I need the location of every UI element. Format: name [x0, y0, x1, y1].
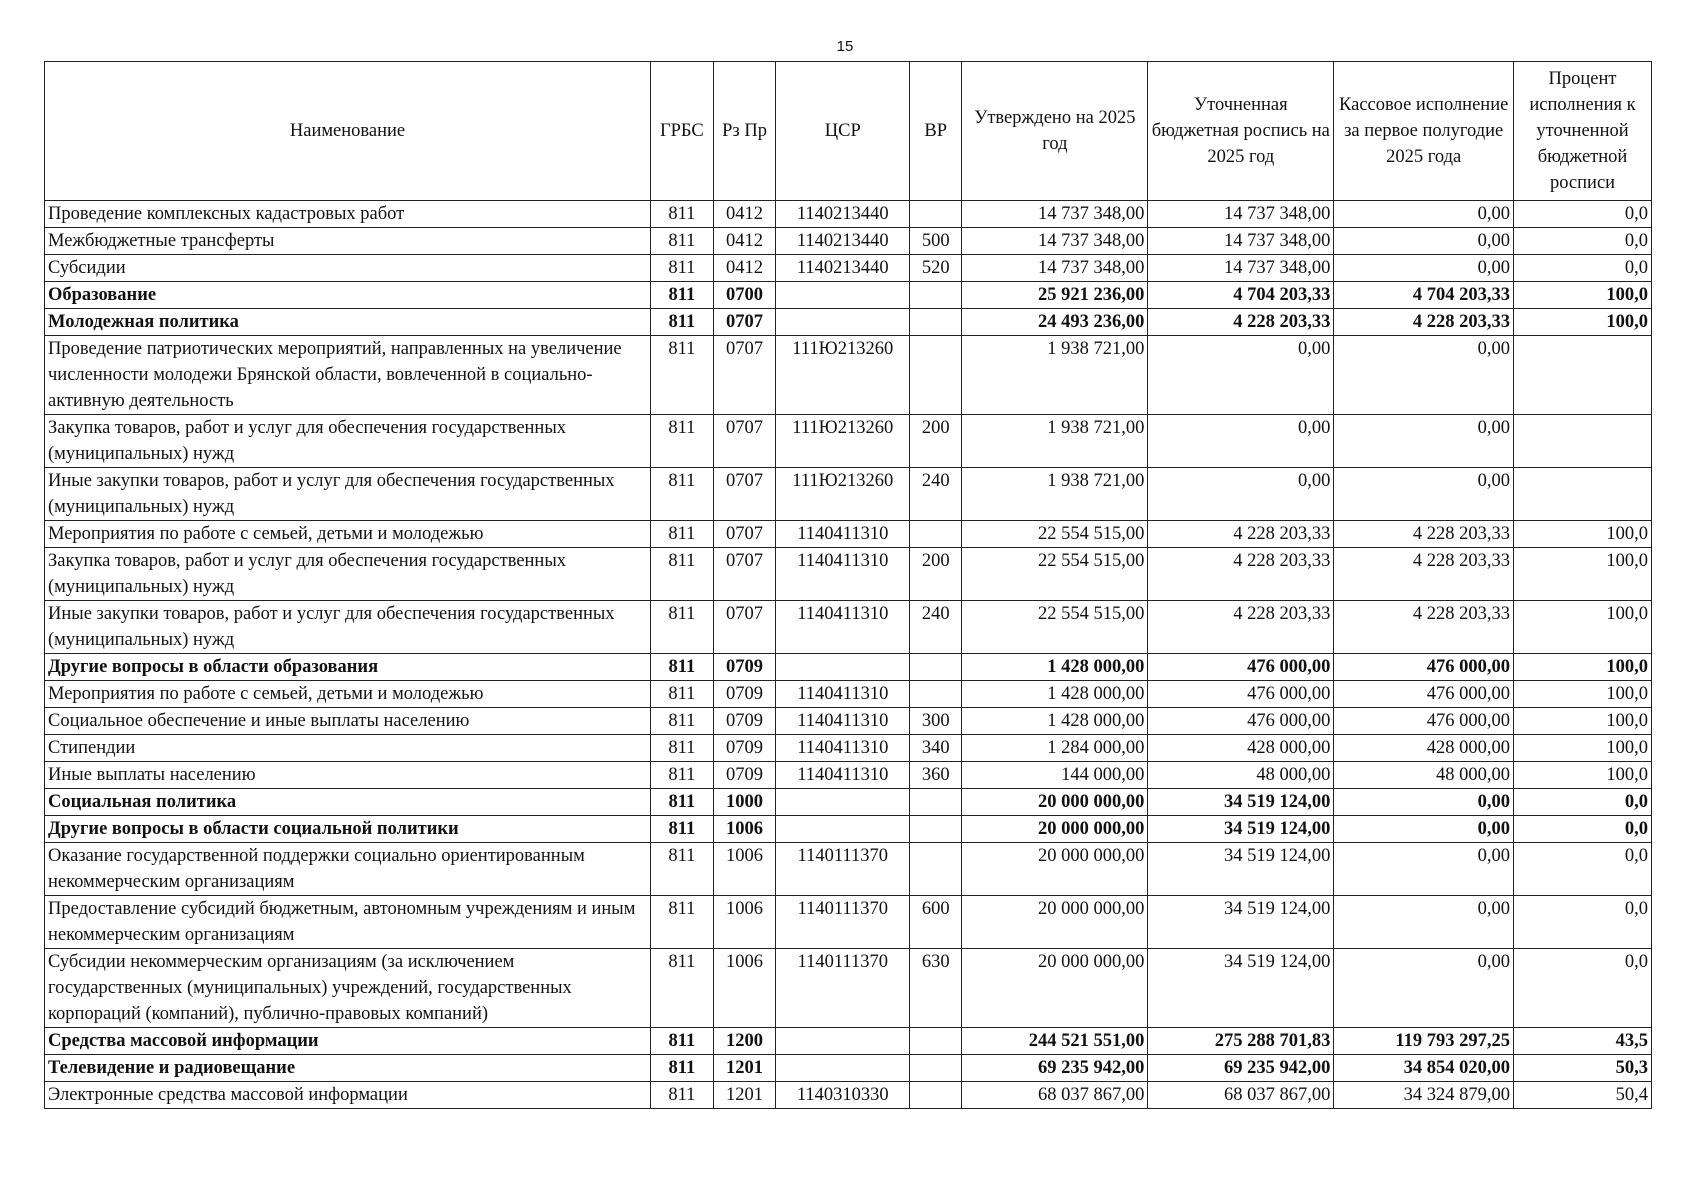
cell-refined: 14 737 348,00	[1148, 255, 1334, 282]
cell-csr: 1140411310	[776, 601, 910, 654]
cell-cash: 4 228 203,33	[1334, 548, 1514, 601]
cell-percent: 100,0	[1514, 681, 1652, 708]
cell-grbs: 811	[651, 789, 714, 816]
cell-name: Субсидии	[45, 255, 651, 282]
cell-rzpr: 0707	[713, 548, 776, 601]
table-row	[45, 735, 1652, 762]
cell-approved: 25 921 236,00	[962, 282, 1148, 309]
cell-approved: 20 000 000,00	[962, 843, 1148, 896]
cell-grbs: 811	[651, 949, 714, 1028]
cell-approved: 144 000,00	[962, 762, 1148, 789]
page-number: 15	[836, 38, 854, 55]
cell-refined: 476 000,00	[1148, 708, 1334, 735]
cell-cash: 4 228 203,33	[1334, 309, 1514, 336]
cell-grbs: 811	[651, 843, 714, 896]
cell-vr: 630	[910, 949, 962, 1028]
cell-rzpr: 1006	[713, 816, 776, 843]
cell-cash: 0,00	[1334, 468, 1514, 521]
cell-percent: 50,3	[1514, 1055, 1652, 1082]
cell-name: Средства массовой информации	[45, 1028, 651, 1055]
cell-csr	[776, 1055, 910, 1082]
header-refined: Уточненная бюджетная роспись на 2025 год	[1148, 62, 1334, 201]
header-vr: ВР	[910, 62, 962, 201]
table-row	[45, 1055, 1652, 1082]
cell-percent	[1514, 468, 1652, 521]
table-row	[45, 1082, 1652, 1109]
cell-refined: 428 000,00	[1148, 735, 1334, 762]
cell-csr: 111Ю213260	[776, 415, 910, 468]
cell-grbs: 811	[651, 548, 714, 601]
cell-csr: 1140213440	[776, 228, 910, 255]
cell-grbs: 811	[651, 762, 714, 789]
cell-rzpr: 0412	[713, 201, 776, 228]
cell-approved: 1 938 721,00	[962, 336, 1148, 415]
table-row	[45, 789, 1652, 816]
cell-percent	[1514, 336, 1652, 415]
header-csr: ЦСР	[776, 62, 910, 201]
cell-cash: 476 000,00	[1334, 654, 1514, 681]
cell-vr	[910, 1082, 962, 1109]
cell-approved: 68 037 867,00	[962, 1082, 1148, 1109]
cell-approved: 1 938 721,00	[962, 415, 1148, 468]
cell-percent: 0,0	[1514, 816, 1652, 843]
cell-vr	[910, 1028, 962, 1055]
cell-cash: 0,00	[1334, 789, 1514, 816]
cell-refined: 0,00	[1148, 336, 1334, 415]
cell-vr: 200	[910, 548, 962, 601]
cell-vr: 500	[910, 228, 962, 255]
cell-approved: 22 554 515,00	[962, 521, 1148, 548]
cell-csr: 1140111370	[776, 896, 910, 949]
cell-csr	[776, 654, 910, 681]
cell-grbs: 811	[651, 415, 714, 468]
cell-percent: 43,5	[1514, 1028, 1652, 1055]
cell-cash: 428 000,00	[1334, 735, 1514, 762]
header-rzpr: Рз Пр	[713, 62, 776, 201]
cell-vr	[910, 309, 962, 336]
cell-cash: 0,00	[1334, 816, 1514, 843]
cell-refined: 68 037 867,00	[1148, 1082, 1334, 1109]
cell-refined: 14 737 348,00	[1148, 201, 1334, 228]
cell-vr: 600	[910, 896, 962, 949]
table-body	[45, 201, 1652, 1109]
cell-refined: 34 519 124,00	[1148, 949, 1334, 1028]
cell-rzpr: 0707	[713, 336, 776, 415]
cell-refined: 0,00	[1148, 415, 1334, 468]
cell-percent	[1514, 415, 1652, 468]
table-row	[45, 1028, 1652, 1055]
cell-refined: 4 228 203,33	[1148, 521, 1334, 548]
cell-grbs: 811	[651, 336, 714, 415]
cell-percent: 0,0	[1514, 896, 1652, 949]
cell-grbs: 811	[651, 255, 714, 282]
cell-csr: 1140411310	[776, 735, 910, 762]
cell-rzpr: 1000	[713, 789, 776, 816]
table-row	[45, 336, 1652, 415]
cell-name: Иные выплаты населению	[45, 762, 651, 789]
cell-cash: 0,00	[1334, 415, 1514, 468]
cell-refined: 69 235 942,00	[1148, 1055, 1334, 1082]
table-row	[45, 415, 1652, 468]
cell-grbs: 811	[651, 201, 714, 228]
cell-rzpr: 0412	[713, 228, 776, 255]
cell-refined: 14 737 348,00	[1148, 228, 1334, 255]
cell-name: Другие вопросы в области образования	[45, 654, 651, 681]
cell-rzpr: 0700	[713, 282, 776, 309]
cell-percent: 100,0	[1514, 762, 1652, 789]
cell-percent: 100,0	[1514, 654, 1652, 681]
cell-name: Молодежная политика	[45, 309, 651, 336]
cell-cash: 34 854 020,00	[1334, 1055, 1514, 1082]
cell-rzpr: 1201	[713, 1055, 776, 1082]
cell-refined: 34 519 124,00	[1148, 843, 1334, 896]
cell-name: Иные закупки товаров, работ и услуг для обеспечения государственных (муниципальных) нужд	[45, 601, 651, 654]
cell-cash: 34 324 879,00	[1334, 1082, 1514, 1109]
cell-vr	[910, 336, 962, 415]
header-cash: Кассовое исполнение за первое полугодие 2025 года	[1334, 62, 1514, 201]
cell-grbs: 811	[651, 896, 714, 949]
cell-approved: 1 428 000,00	[962, 654, 1148, 681]
cell-refined: 34 519 124,00	[1148, 896, 1334, 949]
cell-vr	[910, 282, 962, 309]
cell-approved: 14 737 348,00	[962, 228, 1148, 255]
header-grbs: ГРБС	[651, 62, 714, 201]
cell-vr: 240	[910, 601, 962, 654]
cell-percent: 100,0	[1514, 521, 1652, 548]
cell-csr: 1140111370	[776, 843, 910, 896]
cell-rzpr: 0707	[713, 468, 776, 521]
cell-grbs: 811	[651, 468, 714, 521]
cell-percent: 0,0	[1514, 228, 1652, 255]
cell-grbs: 811	[651, 521, 714, 548]
cell-cash: 4 228 203,33	[1334, 601, 1514, 654]
cell-cash: 119 793 297,25	[1334, 1028, 1514, 1055]
cell-vr: 300	[910, 708, 962, 735]
cell-name: Оказание государственной поддержки социально ориентированным некоммерческим организациям	[45, 843, 651, 896]
cell-grbs: 811	[651, 681, 714, 708]
cell-rzpr: 0707	[713, 601, 776, 654]
cell-name: Электронные средства массовой информации	[45, 1082, 651, 1109]
cell-csr: 111Ю213260	[776, 336, 910, 415]
cell-name: Проведение комплексных кадастровых работ	[45, 201, 651, 228]
cell-refined: 4 228 203,33	[1148, 548, 1334, 601]
cell-csr	[776, 282, 910, 309]
cell-name: Социальная политика	[45, 789, 651, 816]
cell-approved: 20 000 000,00	[962, 789, 1148, 816]
table-row	[45, 762, 1652, 789]
header-name: Наименование	[45, 62, 651, 201]
cell-percent: 0,0	[1514, 255, 1652, 282]
table-row	[45, 468, 1652, 521]
cell-percent: 100,0	[1514, 309, 1652, 336]
cell-cash: 0,00	[1334, 228, 1514, 255]
table-row	[45, 201, 1652, 228]
cell-grbs: 811	[651, 654, 714, 681]
cell-vr: 520	[910, 255, 962, 282]
cell-csr: 1140111370	[776, 949, 910, 1028]
header-approved: Утверждено на 2025 год	[962, 62, 1148, 201]
cell-refined: 48 000,00	[1148, 762, 1334, 789]
cell-name: Проведение патриотических мероприятий, направленных на увеличение численности молодежи Брянской области, вовлеченной в социально-активную деятельность	[45, 336, 651, 415]
cell-vr: 360	[910, 762, 962, 789]
cell-rzpr: 0707	[713, 415, 776, 468]
cell-rzpr: 0707	[713, 521, 776, 548]
cell-csr	[776, 309, 910, 336]
cell-vr	[910, 654, 962, 681]
budget-table	[44, 61, 1652, 1109]
table-header	[45, 62, 1652, 201]
cell-name: Другие вопросы в области социальной политики	[45, 816, 651, 843]
cell-approved: 14 737 348,00	[962, 201, 1148, 228]
cell-approved: 20 000 000,00	[962, 949, 1148, 1028]
cell-csr	[776, 789, 910, 816]
cell-cash: 0,00	[1334, 201, 1514, 228]
cell-grbs: 811	[651, 282, 714, 309]
cell-rzpr: 0412	[713, 255, 776, 282]
cell-name: Закупка товаров, работ и услуг для обеспечения государственных (муниципальных) нужд	[45, 548, 651, 601]
cell-csr	[776, 816, 910, 843]
cell-rzpr: 0707	[713, 309, 776, 336]
table-row	[45, 309, 1652, 336]
cell-approved: 1 428 000,00	[962, 708, 1148, 735]
cell-percent: 0,0	[1514, 201, 1652, 228]
cell-rzpr: 0709	[713, 735, 776, 762]
cell-grbs: 811	[651, 1082, 714, 1109]
cell-refined: 0,00	[1148, 468, 1334, 521]
cell-name: Межбюджетные трансферты	[45, 228, 651, 255]
cell-name: Мероприятия по работе с семьей, детьми и молодежью	[45, 681, 651, 708]
table-row	[45, 681, 1652, 708]
cell-percent: 100,0	[1514, 735, 1652, 762]
cell-vr: 340	[910, 735, 962, 762]
table-row	[45, 654, 1652, 681]
table-row	[45, 708, 1652, 735]
cell-grbs: 811	[651, 1028, 714, 1055]
cell-percent: 100,0	[1514, 708, 1652, 735]
cell-vr	[910, 816, 962, 843]
header-percent: Процент исполнения к уточненной бюджетной росписи	[1514, 62, 1652, 201]
cell-vr: 200	[910, 415, 962, 468]
cell-csr	[776, 1028, 910, 1055]
cell-approved: 24 493 236,00	[962, 309, 1148, 336]
cell-rzpr: 0709	[713, 708, 776, 735]
cell-percent: 50,4	[1514, 1082, 1652, 1109]
cell-rzpr: 0709	[713, 681, 776, 708]
cell-cash: 0,00	[1334, 255, 1514, 282]
cell-percent: 0,0	[1514, 949, 1652, 1028]
cell-grbs: 811	[651, 816, 714, 843]
table-row	[45, 601, 1652, 654]
cell-csr: 111Ю213260	[776, 468, 910, 521]
cell-cash: 0,00	[1334, 949, 1514, 1028]
cell-percent: 100,0	[1514, 282, 1652, 309]
cell-vr	[910, 843, 962, 896]
cell-cash: 0,00	[1334, 896, 1514, 949]
cell-refined: 4 228 203,33	[1148, 601, 1334, 654]
cell-grbs: 811	[651, 1055, 714, 1082]
cell-approved: 14 737 348,00	[962, 255, 1148, 282]
cell-percent: 0,0	[1514, 789, 1652, 816]
cell-approved: 22 554 515,00	[962, 548, 1148, 601]
cell-vr	[910, 681, 962, 708]
cell-approved: 20 000 000,00	[962, 896, 1148, 949]
cell-percent: 100,0	[1514, 601, 1652, 654]
cell-name: Образование	[45, 282, 651, 309]
cell-csr: 1140411310	[776, 681, 910, 708]
cell-csr: 1140310330	[776, 1082, 910, 1109]
cell-csr: 1140411310	[776, 548, 910, 601]
cell-vr: 240	[910, 468, 962, 521]
cell-approved: 22 554 515,00	[962, 601, 1148, 654]
cell-cash: 4 704 203,33	[1334, 282, 1514, 309]
table-row	[45, 521, 1652, 548]
cell-approved: 1 938 721,00	[962, 468, 1148, 521]
table-row	[45, 843, 1652, 896]
cell-grbs: 811	[651, 735, 714, 762]
cell-refined: 34 519 124,00	[1148, 816, 1334, 843]
cell-rzpr: 0709	[713, 762, 776, 789]
cell-cash: 48 000,00	[1334, 762, 1514, 789]
cell-cash: 4 228 203,33	[1334, 521, 1514, 548]
cell-percent: 100,0	[1514, 548, 1652, 601]
table-row	[45, 548, 1652, 601]
cell-csr: 1140213440	[776, 201, 910, 228]
cell-refined: 4 704 203,33	[1148, 282, 1334, 309]
cell-refined: 34 519 124,00	[1148, 789, 1334, 816]
table-row	[45, 896, 1652, 949]
cell-cash: 0,00	[1334, 336, 1514, 415]
cell-cash: 476 000,00	[1334, 708, 1514, 735]
cell-vr	[910, 789, 962, 816]
cell-name: Социальное обеспечение и иные выплаты населению	[45, 708, 651, 735]
cell-cash: 0,00	[1334, 843, 1514, 896]
cell-rzpr: 1006	[713, 896, 776, 949]
cell-name: Предоставление субсидий бюджетным, автономным учреждениям и иным некоммерческим организациям	[45, 896, 651, 949]
cell-grbs: 811	[651, 601, 714, 654]
table-row	[45, 949, 1652, 1028]
cell-approved: 20 000 000,00	[962, 816, 1148, 843]
cell-csr: 1140213440	[776, 255, 910, 282]
cell-csr: 1140411310	[776, 762, 910, 789]
table-row	[45, 255, 1652, 282]
cell-name: Субсидии некоммерческим организациям (за исключением государственных (муниципальных) учреждений, государственных корпораций (компаний), публично-правовых компаний)	[45, 949, 651, 1028]
cell-refined: 275 288 701,83	[1148, 1028, 1334, 1055]
cell-refined: 476 000,00	[1148, 681, 1334, 708]
cell-approved: 244 521 551,00	[962, 1028, 1148, 1055]
cell-percent: 0,0	[1514, 843, 1652, 896]
cell-approved: 1 428 000,00	[962, 681, 1148, 708]
cell-approved: 69 235 942,00	[962, 1055, 1148, 1082]
cell-grbs: 811	[651, 708, 714, 735]
cell-vr	[910, 201, 962, 228]
table-row	[45, 282, 1652, 309]
cell-name: Стипендии	[45, 735, 651, 762]
cell-rzpr: 1201	[713, 1082, 776, 1109]
cell-name: Телевидение и радиовещание	[45, 1055, 651, 1082]
cell-name: Мероприятия по работе с семьей, детьми и молодежью	[45, 521, 651, 548]
cell-approved: 1 284 000,00	[962, 735, 1148, 762]
cell-grbs: 811	[651, 309, 714, 336]
cell-rzpr: 0709	[713, 654, 776, 681]
cell-csr: 1140411310	[776, 521, 910, 548]
cell-refined: 476 000,00	[1148, 654, 1334, 681]
cell-name: Иные закупки товаров, работ и услуг для обеспечения государственных (муниципальных) нужд	[45, 468, 651, 521]
cell-rzpr: 1200	[713, 1028, 776, 1055]
cell-vr	[910, 1055, 962, 1082]
table-row	[45, 228, 1652, 255]
cell-cash: 476 000,00	[1334, 681, 1514, 708]
cell-csr: 1140411310	[776, 708, 910, 735]
cell-name: Закупка товаров, работ и услуг для обеспечения государственных (муниципальных) нужд	[45, 415, 651, 468]
cell-rzpr: 1006	[713, 949, 776, 1028]
cell-refined: 4 228 203,33	[1148, 309, 1334, 336]
table-row	[45, 816, 1652, 843]
cell-grbs: 811	[651, 228, 714, 255]
cell-rzpr: 1006	[713, 843, 776, 896]
cell-vr	[910, 521, 962, 548]
